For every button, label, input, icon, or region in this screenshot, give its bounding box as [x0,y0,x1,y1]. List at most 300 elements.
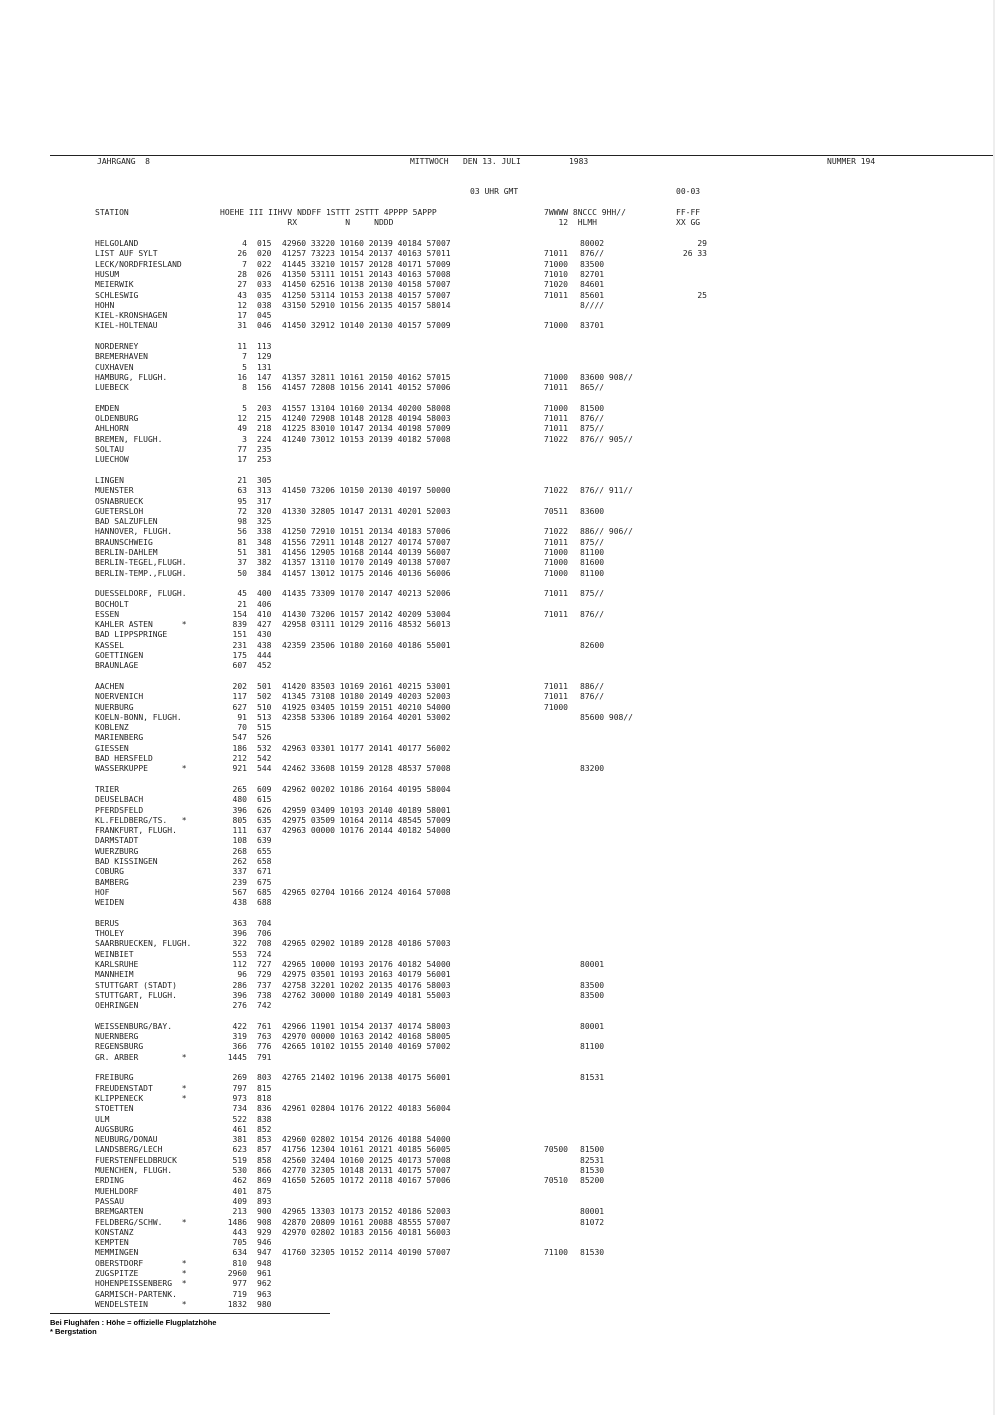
column-header-station: STATION [95,208,129,217]
station-name: GOETTINGEN [95,651,144,660]
station-height: 396 [232,929,247,939]
column-header-ff-sub: XX GG [676,218,701,227]
station-height: 27 [237,280,247,290]
station-id: 742 [257,1001,272,1011]
station-height: 37 [237,558,247,568]
station-id: 980 [257,1299,272,1309]
station-height: 16 [237,372,247,382]
station-id: 510 [257,702,272,712]
station-id: 022 [257,259,272,269]
synop-groups: 41650 52605 10172 20118 40167 57006 [282,1176,451,1186]
station-height: 3 [242,434,247,444]
station-name: LUECHOW [95,455,129,465]
synop-groups: 42560 32404 10160 20125 40173 57008 [282,1155,451,1165]
station-height: 8 [242,383,247,393]
station-height: 21 [237,475,247,485]
station-height: 96 [237,970,247,980]
weather-group: 71000 [543,403,568,413]
station-height: 286 [232,980,247,990]
cloud-group: 8//// [580,300,605,310]
station-height: 7 [242,352,247,362]
station-height: 17 [237,455,247,465]
station-name: TRIER [95,784,120,794]
synop-groups: 42961 02804 10176 20122 40183 56004 [282,1104,451,1114]
station-height: 7 [242,259,247,269]
station-id: 708 [257,939,272,949]
station-id: 947 [257,1248,272,1258]
station-id: 626 [257,805,272,815]
station-id: 430 [257,630,272,640]
station-height: 31 [237,321,247,331]
weather-group: 71011 [543,609,568,619]
station-height: 409 [232,1196,247,1206]
station-height: 91 [237,712,247,722]
station-name: BREMEN, FLUGH. [95,434,163,444]
station-name: GR. ARBER * [95,1052,187,1062]
cloud-group: 85200 [580,1176,605,1186]
station-height: 12 [237,414,247,424]
station-name: SOLTAU [95,445,124,454]
date-line: MITTWOCH DEN 13. JULI 1983 [410,157,589,166]
station-id: 156 [257,383,272,393]
station-height: 422 [232,1021,247,1031]
station-name: WEINBIET [95,949,134,959]
column-header-ff: FF-FF [676,208,701,217]
synop-groups: 42965 10000 10193 20176 40182 54000 [282,960,451,969]
synop-groups: 42963 00000 10176 20144 40182 54000 [282,826,451,836]
station-height: 265 [232,784,247,794]
weather-group: 71022 [543,434,568,444]
station-id: 224 [257,434,272,444]
synop-groups: 42770 32305 10148 20131 40175 57007 [282,1166,451,1175]
cloud-group: 83600 908// [580,372,633,382]
station-id: 020 [257,249,272,259]
station-height: 480 [232,795,247,805]
station-name: MANNHEIM [95,970,134,980]
station-id: 410 [257,609,272,619]
weather-group: 71011 [543,424,568,434]
station-height: 276 [232,1001,247,1011]
synop-groups: 43150 52910 10156 20135 40157 58014 [282,300,451,310]
station-id: 791 [257,1052,272,1062]
station-height: 363 [232,918,247,928]
synop-groups: 41357 32811 10161 20150 40162 57015 [282,372,451,382]
synop-groups: 41435 73309 10170 20147 40213 52006 [282,589,451,599]
station-id: 706 [257,929,272,939]
jahrgang: JAHRGANG 8 [97,157,150,166]
column-header-right: 7WWWW 8NCCC 9HH// [544,208,626,217]
station-name: FRANKFURT, FLUGH. [95,826,177,836]
observation-time: 03 UHR GMT [470,187,519,196]
synop-groups: 41350 53111 10151 20143 40163 57008 [282,269,451,279]
station-id: 838 [257,1114,272,1124]
station-id: 655 [257,846,272,856]
synop-groups: 41250 72910 10151 20134 40183 57006 [282,527,451,537]
station-name: STUTTGART (STADT) [95,980,177,990]
station-name: ULM [95,1114,110,1124]
weather-group: 70500 [543,1145,568,1155]
cloud-group: 82531 [580,1155,605,1165]
weather-group: 71011 [543,383,568,393]
synop-groups: 42960 02802 10154 20126 40188 54000 [282,1135,451,1145]
station-height: 977 [232,1279,247,1289]
station-height: 921 [232,764,247,774]
station-id: 317 [257,496,272,506]
station-height: 5 [242,403,247,413]
station-height: 21 [237,599,247,609]
station-name: WEISSENBURG/BAY. [95,1021,173,1031]
station-id: 761 [257,1021,272,1031]
station-name: BRAUNSCHWEIG [95,537,153,547]
synop-groups: 41240 72908 10148 20128 40194 58003 [282,414,451,424]
cloud-group: 82600 [580,640,605,650]
station-height: 70 [237,723,247,733]
station-id: 961 [257,1269,272,1278]
station-id: 325 [257,517,272,527]
station-name: FREIBURG [95,1073,134,1083]
cloud-group: 81100 [580,568,605,578]
station-id: 685 [257,887,272,897]
synop-groups: 41760 32305 10152 20114 40190 57007 [282,1248,451,1258]
station-id: 045 [257,311,272,321]
station-name: BERLIN-TEGEL,FLUGH. [95,558,187,568]
station-height: 461 [232,1124,247,1134]
station-id: 038 [257,300,272,310]
cloud-group: 81531 [580,1073,605,1083]
station-height: 63 [237,486,247,496]
station-id: 946 [257,1238,272,1248]
station-height: 396 [232,805,247,815]
cloud-group: 83500 [580,259,605,269]
station-name: BERUS [95,918,120,928]
station-height: 111 [232,826,247,836]
station-id: 253 [257,455,272,465]
station-name: COBURG [95,867,124,877]
station-height: 607 [232,661,247,671]
station-name: DUESSELDORF, FLUGH. [95,589,187,599]
station-name: BAD HERSFELD [95,754,153,763]
station-height: 623 [232,1145,247,1155]
cloud-group: 84601 [580,280,605,290]
cloud-group: 865// [580,383,605,393]
weather-group: 71011 [543,249,568,259]
station-id: 737 [257,980,272,990]
station-name: WENDELSTEIN * [95,1299,187,1309]
station-id: 929 [257,1227,272,1237]
station-name: WEIDEN [95,898,124,908]
synop-groups: 42965 02704 10166 20124 40164 57008 [282,887,451,897]
synop-groups: 41250 53114 10153 20138 40157 57007 [282,290,451,300]
synop-groups: 42462 33608 10159 20128 48537 57008 [282,764,451,774]
station-id: 501 [257,681,272,691]
station-name: HOHN [95,300,115,310]
station-name: FUERSTENFELDBRUCK [95,1155,177,1165]
station-height: 213 [232,1207,247,1217]
cloud-group: 85601 [580,290,605,300]
station-name: KEMPTEN [95,1238,129,1248]
weather-group: 71020 [543,280,568,290]
station-height: 49 [237,424,247,434]
synop-groups: 41457 72808 10156 20141 40152 57006 [282,383,451,393]
station-name: WUERZBURG [95,846,139,856]
station-name: ZUGSPITZE * [95,1269,187,1278]
cloud-group: 81530 [580,1248,605,1258]
station-height: 567 [232,887,247,897]
weather-group: 71022 [543,527,568,537]
synop-groups: 42965 02902 10189 20128 40186 57003 [282,939,451,949]
station-name: WASSERKUPPE * [95,764,187,774]
station-id: 532 [257,743,272,753]
cloud-group: 876// [580,414,605,424]
weather-group: 71000 [543,372,568,382]
cloud-group: 80002 [580,239,605,248]
station-height: 381 [232,1135,247,1145]
synop-groups: 41450 62516 10138 20130 40158 57007 [282,280,451,290]
station-height: 443 [232,1227,247,1237]
synop-groups: 42965 13303 10173 20152 40186 52003 [282,1207,451,1217]
table-bottom-rule [50,1313,330,1314]
synop-groups: 41456 12905 10168 20144 40139 56007 [282,548,451,557]
station-id: 129 [257,352,272,362]
station-id: 542 [257,754,272,763]
station-id: 776 [257,1042,272,1052]
station-name: NORDERNEY [95,342,139,351]
station-id: 857 [257,1145,272,1155]
station-name: EMDEN [95,403,120,413]
station-height: 401 [232,1186,247,1196]
station-height: 1486 [227,1217,247,1227]
weather-group: 71000 [543,548,568,557]
station-id: 908 [257,1217,272,1227]
station-id: 724 [257,949,272,959]
station-name: KAHLER ASTEN * [95,620,187,630]
station-id: 515 [257,723,272,733]
cloud-group: 886// [580,681,605,691]
station-height: 319 [232,1032,247,1042]
station-name: BAMBERG [95,877,129,887]
station-name: REGENSBURG [95,1042,144,1052]
station-name: NUERNBERG [95,1032,139,1042]
station-id: 015 [257,239,272,248]
station-id: 615 [257,795,272,805]
synop-groups: 42765 21402 10196 20138 40175 56001 [282,1073,451,1083]
synop-groups: 41430 73206 10157 20142 40209 53004 [282,609,451,619]
station-name: PASSAU [95,1196,124,1206]
station-name: MEMMINGEN [95,1248,139,1258]
station-name: KOBLENZ [95,723,129,733]
wind-group: 25 [697,290,707,300]
station-height: 108 [232,836,247,846]
station-name: GARMISCH-PARTENK. [95,1289,177,1299]
weather-group: 71011 [543,414,568,424]
station-name: PFERDSFELD [95,805,144,815]
station-name: FREUDENSTADT * [95,1083,187,1093]
station-id: 400 [257,589,272,599]
station-name: AUGSBURG [95,1124,134,1134]
station-name: LIST AUF SYLT [95,249,158,259]
station-name: OBERSTDORF * [95,1258,187,1268]
cloud-group: 83600 [580,506,605,516]
station-height: 1445 [227,1052,247,1062]
station-name: SAARBRUECKEN, FLUGH. [95,939,192,949]
station-id: 384 [257,568,272,578]
cloud-group: 81500 [580,403,605,413]
station-name: STUTTGART, FLUGH. [95,990,177,1000]
synop-groups: 41240 73012 10153 20139 40182 57008 [282,434,451,444]
station-height: 72 [237,506,247,516]
synop-groups: 42870 20809 10161 20088 48555 57007 [282,1217,451,1227]
station-id: 131 [257,362,272,372]
weather-group: 71000 [543,321,568,331]
column-header-main: HOEHE III IIHVV NDDFF 1STTT 2STTT 4PPPP 5APPP [220,208,437,217]
synop-groups: 41756 12304 10161 20121 40185 56005 [282,1145,451,1155]
synop-groups: 42665 10102 10155 20140 40169 57002 [282,1042,451,1052]
station-height: 719 [232,1289,247,1299]
station-name: GUETERSLOH [95,506,144,516]
weather-group: 71011 [543,290,568,300]
station-height: 17 [237,311,247,321]
station-height: 212 [232,754,247,763]
station-height: 262 [232,857,247,866]
synop-groups: 41420 83503 10169 20161 40215 53001 [282,681,451,691]
cloud-group: 875// [580,424,605,434]
station-height: 4 [242,239,247,248]
synop-groups: 42958 03111 10129 20116 48532 56013 [282,620,451,630]
station-name: MUEHLDORF [95,1186,139,1196]
cloud-group: 81600 [580,558,605,568]
station-id: 803 [257,1073,272,1083]
station-name: AHLHORN [95,424,129,434]
synop-groups: 42758 32201 10202 20135 40176 58003 [282,980,451,990]
station-id: 215 [257,414,272,424]
station-name: MEIERWIK [95,280,134,290]
synop-groups: 42970 00000 10163 20142 40168 58005 [282,1032,451,1042]
station-id: 727 [257,960,272,969]
station-name: KONSTANZ [95,1227,134,1237]
station-name: ERDING [95,1176,124,1186]
station-id: 502 [257,692,272,702]
weather-group: 71000 [543,558,568,568]
cloud-group: 876// 905// [580,434,633,444]
station-name: KASSEL [95,640,124,650]
station-id: 544 [257,764,272,774]
station-id: 671 [257,867,272,877]
cloud-group: 876// 911// [580,486,633,496]
synop-groups: 41345 73108 10180 20149 40203 52003 [282,692,451,702]
station-height: 45 [237,589,247,599]
synop-groups: 42970 02802 10183 20156 40181 56003 [282,1227,451,1237]
station-height: 51 [237,548,247,557]
station-height: 438 [232,898,247,908]
station-name: THOLEY [95,929,124,939]
weather-group: 70511 [543,506,568,516]
cloud-group: 83500 [580,980,605,990]
cloud-group: 82701 [580,269,605,279]
weather-group: 71000 [543,259,568,269]
station-name: KL.FELDBERG/TS. * [95,815,187,825]
station-name: LUEBECK [95,383,129,393]
station-name: OLDENBURG [95,414,139,424]
station-name: LINGEN [95,475,124,485]
wind-group: 29 [697,239,707,248]
cloud-group: 83701 [580,321,605,331]
station-name: HELGOLAND [95,239,139,248]
station-height: 151 [232,630,247,640]
station-height: 519 [232,1155,247,1165]
station-name: BAD KISSINGEN [95,857,158,866]
station-name: LANDSBERG/LECH [95,1145,163,1155]
station-height: 627 [232,702,247,712]
station-name: KIEL-KRONSHAGEN [95,311,168,321]
station-id: 729 [257,970,272,980]
weather-group: 71010 [543,269,568,279]
station-height: 95 [237,496,247,506]
station-name: MUENSTER [95,486,134,496]
station-name: BERLIN-DAHLEM [95,548,158,557]
station-name: HOF [95,887,110,897]
station-name: KOELN-BONN, FLUGH. [95,712,182,722]
synop-groups: 42358 53306 10189 20164 40201 53002 [282,712,451,722]
station-id: 338 [257,527,272,537]
weather-group: 71000 [543,702,568,712]
station-height: 797 [232,1083,247,1093]
station-height: 522 [232,1114,247,1124]
station-height: 77 [237,445,247,454]
station-name: HANNOVER, FLUGH. [95,527,173,537]
station-id: 218 [257,424,272,434]
synop-groups: 41557 13104 10160 20134 40200 58008 [282,403,451,413]
station-id: 452 [257,661,272,671]
cloud-group: 876// [580,609,605,619]
station-name: DARMSTADT [95,836,139,846]
station-id: 381 [257,548,272,557]
station-id: 320 [257,506,272,516]
cloud-group: 83500 [580,990,605,1000]
station-id: 033 [257,280,272,290]
station-height: 12 [237,300,247,310]
station-name: NOERVENICH [95,692,144,702]
station-id: 858 [257,1155,272,1165]
page-edge [993,0,995,1415]
cloud-group: 80001 [580,1021,605,1031]
station-id: 815 [257,1083,272,1093]
station-id: 853 [257,1135,272,1145]
cloud-group: 81500 [580,1145,605,1155]
synop-groups: 41257 73223 10154 20137 40163 57011 [282,249,451,259]
station-id: 313 [257,486,272,496]
station-name: FELDBERG/SCHW. * [95,1217,187,1227]
station-name: CUXHAVEN [95,362,134,372]
station-height: 239 [232,877,247,887]
station-height: 11 [237,342,247,351]
station-height: 43 [237,290,247,300]
weather-group: 71022 [543,486,568,496]
station-name: OEHRINGEN [95,1001,139,1011]
synop-groups: 42762 30000 10180 20149 40181 55003 [282,990,451,1000]
station-name: BRAUNLAGE [95,661,139,671]
station-id: 866 [257,1166,272,1175]
station-id: 235 [257,445,272,454]
station-name: AACHEN [95,681,124,691]
station-name: STOETTEN [95,1104,134,1114]
synop-groups: 42359 23506 10180 20160 40186 55001 [282,640,451,650]
station-id: 203 [257,403,272,413]
station-height: 1832 [227,1299,247,1309]
station-name: ESSEN [95,609,120,619]
station-height: 186 [232,743,247,753]
station-name: BAD LIPPSPRINGE [95,630,168,640]
station-id: 348 [257,537,272,547]
